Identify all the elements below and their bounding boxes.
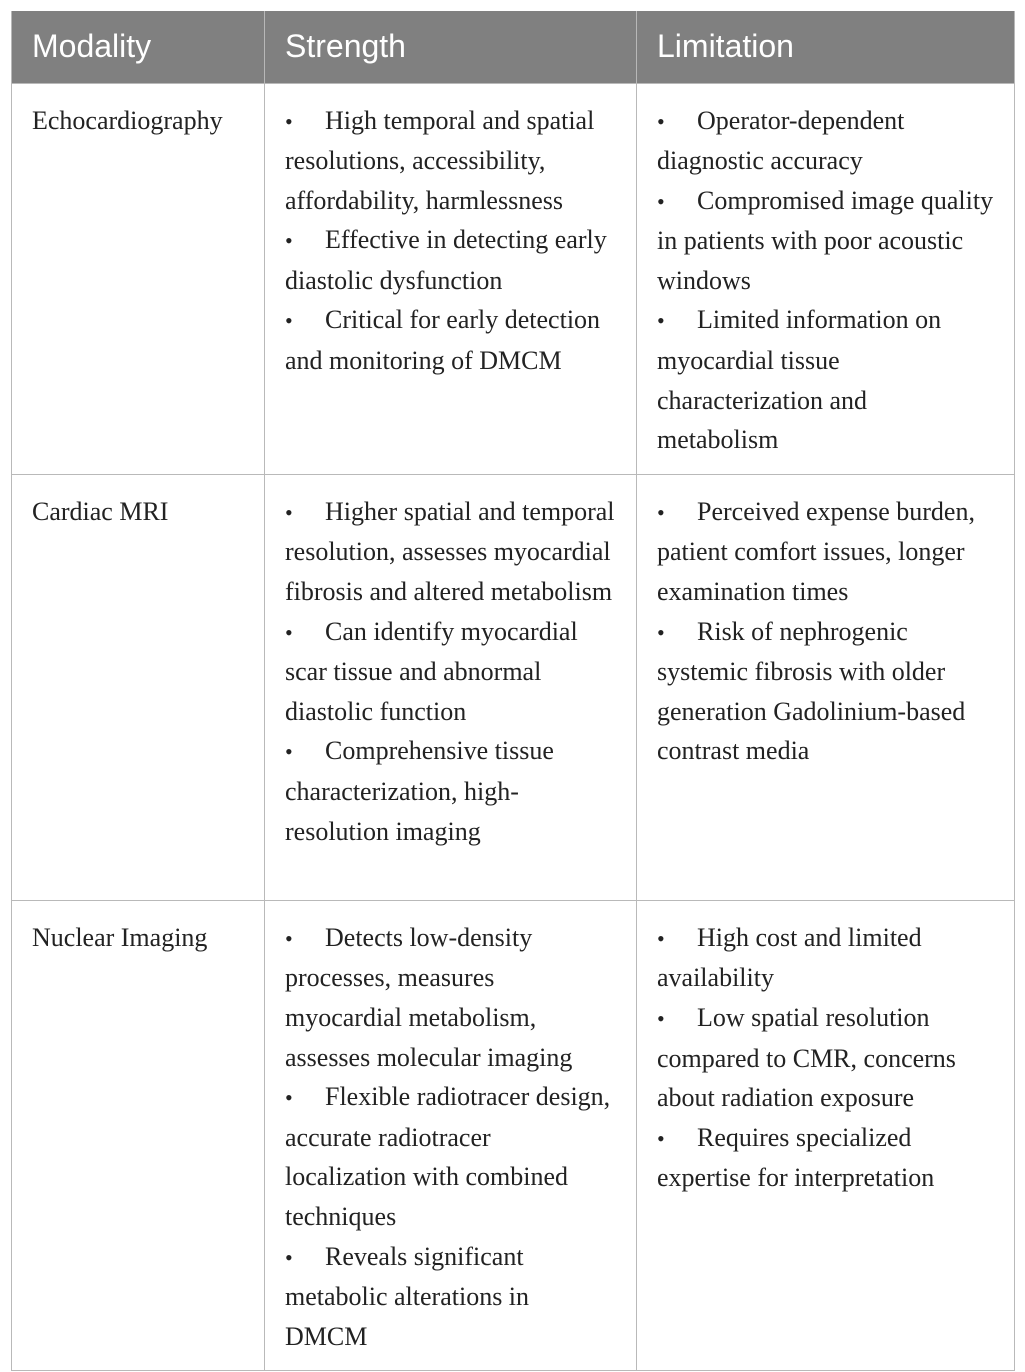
bullet-icon: • [285,739,293,765]
strength-item [285,731,616,851]
table-row-nuclear-imaging [12,900,1015,1371]
bullet-icon: • [285,619,293,645]
bullet-icon: • [657,1006,665,1032]
bullet-icon: • [285,925,293,951]
strength-text: Comprehensive tissue characterization, high-resolution imaging [285,736,554,846]
strength-text: Flexible radiotracer design, accurate radiotracer localization with combined techniques [285,1082,611,1231]
strength-item [285,220,616,300]
strength-text: Reveals significant metabolic alterations in DMCM [285,1241,530,1351]
table-row-echocardiography [12,83,1015,474]
strength-item [285,1237,616,1357]
limitation-text: Operator-dependent diagnostic accuracy [657,105,905,176]
bullet-icon: • [657,499,665,525]
strength-cell [265,83,637,474]
limitation-cell [637,474,1015,900]
bullet-icon: • [657,188,665,214]
bullet-icon: • [657,308,665,334]
limitation-item [657,181,994,301]
strength-text: Effective in detecting early diastolic dysfunction [285,225,607,295]
limitation-text: Perceived expense burden, patient comfort issues, longer examination times [657,496,975,607]
bullet-icon: • [657,108,665,134]
limitation-text: Requires specialized expertise for interpretation [657,1122,935,1193]
strength-item [285,300,616,380]
table-header [12,11,1015,83]
bullet-icon: • [657,925,665,951]
limitation-item [657,918,994,998]
limitation-item [657,998,994,1118]
limitation-cell [637,83,1015,474]
limitation-text: Compromised image quality in patients with poor acoustic windows [657,185,994,295]
bullet-icon: • [285,1085,293,1111]
limitation-item [657,612,994,771]
modality-cell: Nuclear Imaging [12,900,265,1371]
strength-item [285,612,616,732]
table-row-cardiac-mri [12,474,1015,900]
table-body [12,83,1015,1371]
strength-text: Detects low-density processes, measures myocardial metabolism, assesses molecular imaging [285,922,573,1072]
limitation-text: High cost and limited availability [657,922,922,993]
strength-item [285,101,616,221]
header-row [12,11,1015,83]
bullet-icon: • [285,308,293,334]
limitation-item [657,300,994,459]
limitation-cell [637,900,1015,1371]
modality-cell: Echocardiography [12,83,265,474]
limitation-item [657,492,994,612]
bullet-icon: • [657,1125,665,1151]
modality-comparison-table [11,11,1015,1371]
limitation-text: Limited information on myocardial tissue characterization and metabolism [657,305,942,455]
strength-item [285,918,616,1077]
strength-cell [265,474,637,900]
bullet-icon: • [285,1244,293,1270]
strength-text: Higher spatial and temporal resolution, assesses myocardial fibrosis and altered metabolism [285,496,615,607]
strength-text: Critical for early detection and monitoring of DMCM [285,305,601,376]
strength-cell [265,900,637,1371]
strength-text: High temporal and spatial resolutions, accessibility, affordability, harmlessness [285,105,595,215]
strength-text: Can identify myocardial scar tissue and abnormal diastolic function [285,616,578,726]
limitation-text: Risk of nephrogenic systemic fibrosis with older generation Gadolinium-based contrast media [657,616,966,766]
header-limitation: Limitation [637,11,1015,83]
bullet-icon: • [285,228,293,254]
limitation-item [657,1118,994,1198]
bullet-icon: • [285,108,293,134]
strength-item [285,1077,616,1236]
header-strength: Strength [265,11,637,83]
limitation-item [657,101,994,181]
modality-cell: Cardiac MRI [12,474,265,900]
bullet-icon: • [285,499,293,525]
limitation-text: Low spatial resolution compared to CMR, concerns about radiation exposure [657,1003,956,1113]
strength-item [285,492,616,612]
header-modality: Modality [12,11,265,83]
bullet-icon: • [657,619,665,645]
